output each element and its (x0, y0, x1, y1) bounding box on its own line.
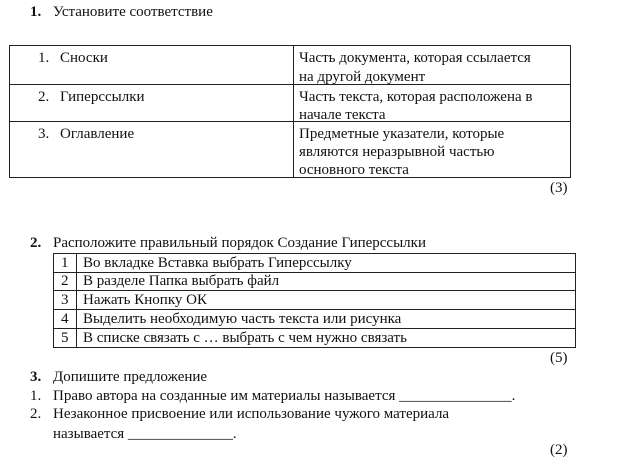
table1-border-left (9, 45, 10, 178)
row-number: 3. (38, 126, 50, 142)
sentence-continuation: называется ______________. (53, 426, 237, 442)
step-text: В списке связать с … выбрать с чем нужно связать (83, 330, 407, 346)
table2-column-divider (76, 253, 77, 348)
definition-line: на другой документ (299, 69, 426, 85)
task3-title: Допишите предложение (53, 369, 208, 385)
definition-line: Предметные указатели, которые (299, 126, 505, 142)
table1-border-top (9, 45, 571, 46)
step-number: 4 (61, 311, 69, 327)
step-text: Во вкладке Вставка выбрать Гиперссылку (83, 255, 352, 271)
term-label: Оглавление (60, 126, 135, 142)
table1-border-bottom (9, 177, 571, 178)
sentence-number: 2. (30, 406, 42, 422)
task3-number: 3. (30, 369, 42, 385)
definition-line: Часть документа, которая ссылается (299, 50, 531, 66)
table1-column-divider (293, 45, 294, 178)
definition-line: основного текста (299, 162, 409, 178)
step-number: 3 (61, 292, 69, 308)
table2-divider (53, 328, 576, 329)
term-label: Сноски (60, 50, 108, 66)
step-text: В разделе Папка выбрать файл (83, 273, 280, 289)
definition-line: начале текста (299, 107, 386, 123)
table2-divider (53, 290, 576, 291)
step-text: Выделить необходимую часть текста или рисунка (83, 311, 402, 327)
table2-border-bottom (53, 347, 576, 348)
sentence-number: 1. (30, 388, 42, 404)
table2-border-right (575, 253, 576, 348)
task1-score: (3) (550, 180, 568, 196)
step-number: 5 (61, 330, 69, 346)
definition-line: Часть текста, которая расположена в (299, 89, 533, 105)
task1-number: 1. (30, 4, 42, 20)
term-label: Гиперссылки (60, 89, 145, 105)
definition-line: являются неразрывной частью (299, 144, 495, 160)
step-number: 2 (61, 273, 69, 289)
task2-score: (5) (550, 350, 568, 366)
sentence-text: Право автора на созданные им материалы называется _______________. (53, 388, 516, 404)
table2-border-left (53, 253, 54, 348)
task2-title: Расположите правильный порядок Создание Гиперссылки (53, 235, 426, 251)
table2-divider (53, 309, 576, 310)
row-number: 1. (38, 50, 50, 66)
sentence-text: Незаконное присвоение или использование чужого материала (53, 406, 450, 422)
step-text: Нажать Кнопку ОК (83, 292, 207, 308)
step-number: 1 (61, 255, 69, 271)
table1-divider (9, 121, 571, 122)
table1-divider (9, 84, 571, 85)
task3-score: (2) (550, 442, 568, 458)
table2-border-top (53, 253, 576, 254)
task1-title: Установите соответствие (53, 4, 213, 20)
task2-number: 2. (30, 235, 42, 251)
row-number: 2. (38, 89, 50, 105)
table1-border-right (570, 45, 571, 178)
